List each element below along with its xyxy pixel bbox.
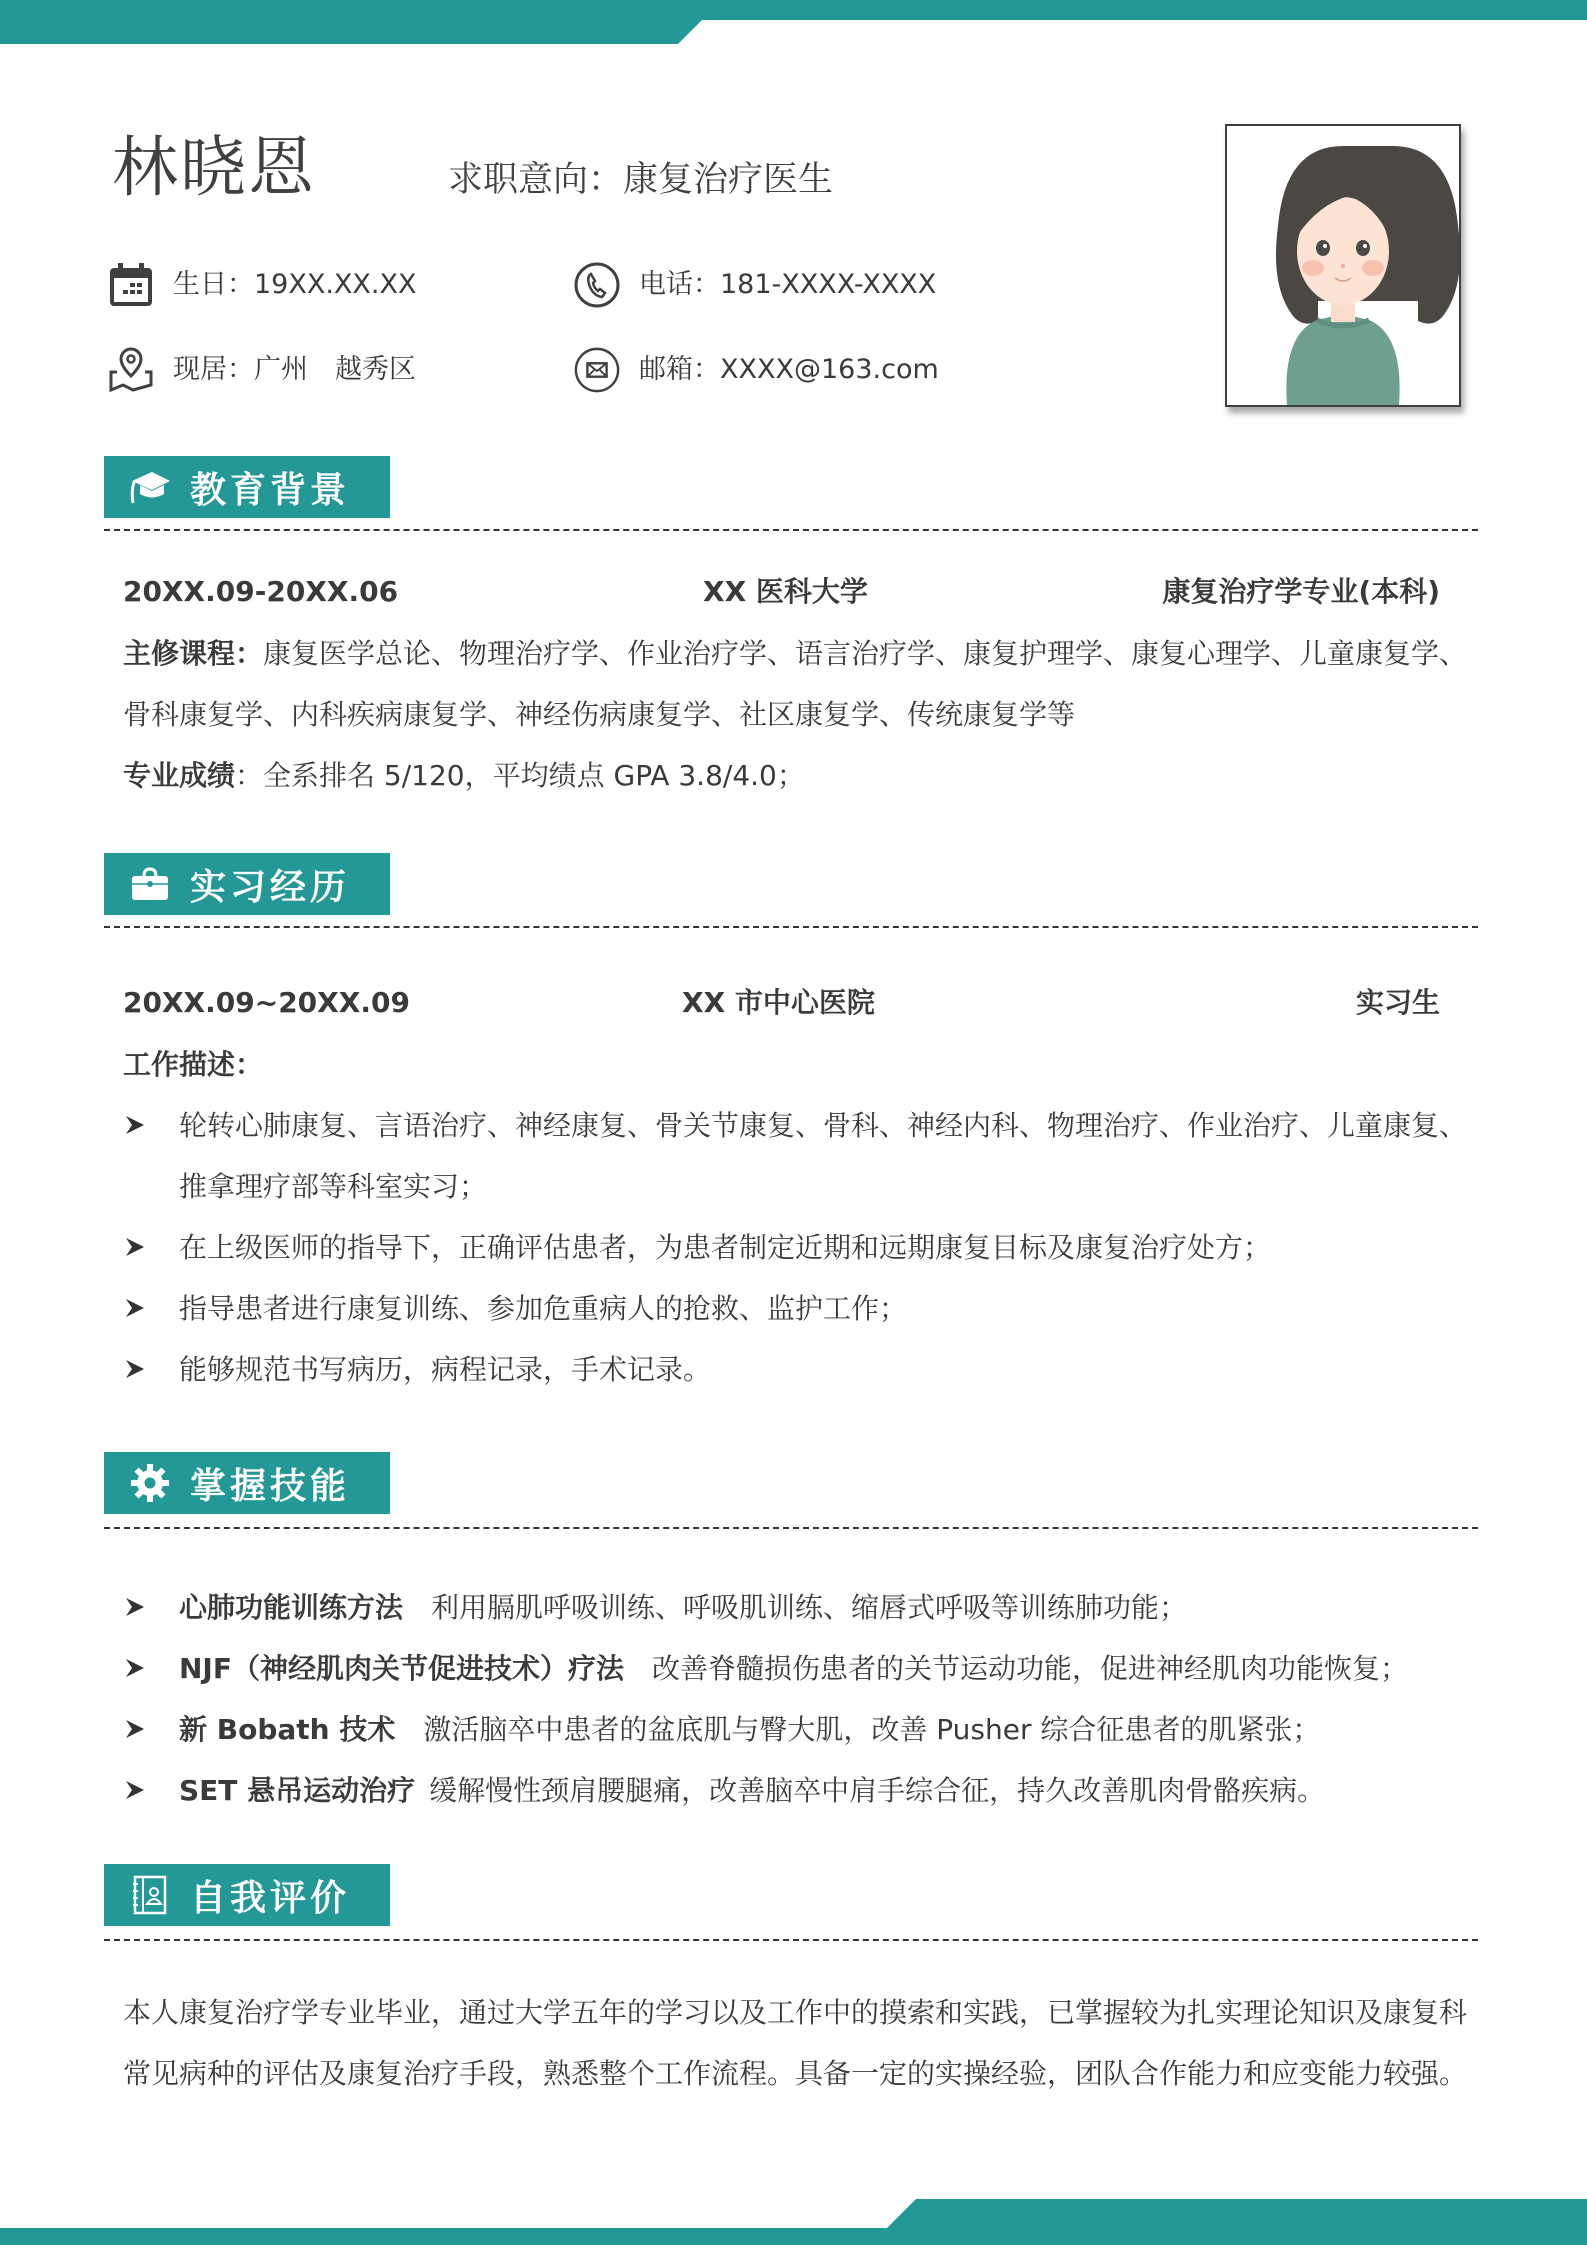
job-intent-value: 康复治疗医生 — [623, 160, 834, 200]
list-item-text: 在上级医师的指导下，正确评估患者，为患者制定近期和远期康复目标及康复治疗处方； — [179, 1231, 1272, 1264]
self-eval-text: 本人康复治疗学专业毕业，通过大学五年的学习以及工作中的摸索和实践，已掌握较为扎实理论知识及康复科常见病种的评估及康复治疗手段，熟悉整个工作流程。具备一定的实操经验，团队合作能力和应变能力较强。 — [123, 1996, 1468, 2090]
courses-text: 康复医学总论、物理治疗学、作业治疗学、语言治疗学、康复护理学、康复心理学、儿童康复学、骨科康复学、内科疾病康复学、神经伤病康复学、社区康复学、传统康复学等 — [123, 637, 1468, 731]
skill-name: SET 悬吊运动治疗 — [179, 1774, 416, 1807]
location-text: 现居：广州 越秀区 — [173, 354, 416, 385]
grades-label: 专业成绩 — [123, 759, 236, 792]
internship-period: 20XX.09~20XX.09 — [123, 986, 410, 1019]
education-major: 康复治疗学专业(本科) — [1162, 575, 1440, 608]
list-item — [123, 1095, 1468, 1217]
section-divider — [104, 1527, 1478, 1529]
contact-location — [107, 346, 416, 394]
section-header-education — [104, 456, 390, 518]
calendar-icon — [107, 261, 155, 309]
internship-summary-row — [123, 983, 1458, 1023]
avatar-illustration — [1227, 126, 1459, 405]
skill-desc: 缓解慢性颈肩腰腿痛，改善脑卒中肩手综合征，持久改善肌肉骨骼疾病。 — [429, 1774, 1326, 1807]
graduation-cap-icon — [128, 465, 172, 509]
skill-desc: 激活脑卒中患者的盆底肌与臀大肌，改善 Pusher 综合征患者的肌紧张； — [423, 1713, 1321, 1746]
top-decor-bar — [0, 0, 1587, 44]
mail-icon — [573, 346, 621, 394]
arrow-bullet-icon — [125, 1658, 145, 1678]
job-intent — [448, 155, 833, 205]
section-title: 教育背景 — [190, 469, 351, 511]
arrow-bullet-icon — [125, 1719, 145, 1739]
internship-role: 实习生 — [1355, 986, 1440, 1019]
skill-name: 心肺功能训练方法 — [179, 1591, 404, 1624]
section-title: 掌握技能 — [190, 1465, 351, 1507]
section-divider — [104, 529, 1478, 531]
skill-item — [123, 1577, 1468, 1638]
list-item — [123, 1278, 1468, 1339]
internship-desc-label — [123, 1034, 1468, 1095]
list-item — [123, 1339, 1468, 1400]
contact-birthday — [107, 261, 417, 309]
location-icon — [107, 346, 155, 394]
list-item — [123, 1217, 1468, 1278]
skills-list — [123, 1577, 1468, 1821]
internship-org: XX 市中心医院 — [682, 986, 875, 1019]
phone-icon — [573, 261, 621, 309]
briefcase-icon — [128, 862, 172, 906]
skill-desc: 改善脊髓损伤患者的关节运动功能，促进神经肌肉功能恢复； — [651, 1652, 1408, 1685]
section-divider — [104, 1939, 1478, 1941]
skill-name: NJF（神经肌肉关节促进技术）疗法 — [179, 1652, 624, 1685]
email-text: 邮箱：XXXX@163.com — [639, 354, 939, 385]
profile-photo — [1225, 124, 1461, 407]
gear-icon — [128, 1461, 172, 1505]
arrow-bullet-icon — [125, 1597, 145, 1617]
desc-label-text: 工作描述： — [123, 1048, 264, 1081]
contact-phone — [573, 261, 936, 309]
skill-item — [123, 1699, 1468, 1760]
skill-name: 新 Bobath 技术 — [179, 1713, 396, 1746]
phone-text: 电话：181-XXXX-XXXX — [639, 269, 937, 300]
arrow-bullet-icon — [125, 1115, 145, 1135]
arrow-bullet-icon — [125, 1359, 145, 1379]
section-header-skills — [104, 1452, 390, 1514]
education-summary-row — [123, 572, 1458, 612]
arrow-bullet-icon — [125, 1237, 145, 1257]
arrow-bullet-icon — [125, 1780, 145, 1800]
bottom-decor-bar — [0, 2199, 1587, 2245]
list-item-text: 指导患者进行康复训练、参加危重病人的抢救、监护工作； — [179, 1292, 908, 1325]
arrow-bullet-icon — [125, 1298, 145, 1318]
birthday-text: 生日：19XX.XX.XX — [173, 269, 417, 300]
contact-email — [573, 346, 939, 394]
section-header-internship — [104, 853, 390, 915]
section-title: 实习经历 — [190, 866, 351, 908]
section-divider — [104, 926, 1478, 928]
skill-desc: 利用膈肌呼吸训练、呼吸肌训练、缩唇式呼吸等训练肺功能； — [431, 1591, 1188, 1624]
job-intent-label: 求职意向： — [448, 160, 624, 200]
skill-item — [123, 1638, 1468, 1699]
list-item-text: 轮转心肺康复、言语治疗、神经康复、骨关节康复、骨科、神经内科、物理治疗、作业治疗、儿童康复、推拿理疗部等科室实习； — [179, 1109, 1468, 1203]
contact-book-icon — [128, 1873, 172, 1917]
section-title: 自我评价 — [190, 1877, 351, 1919]
education-grades — [123, 745, 1468, 806]
internship-duty-list — [123, 1095, 1468, 1400]
skill-item — [123, 1760, 1468, 1821]
education-period: 20XX.09-20XX.06 — [123, 575, 399, 608]
section-header-self-eval — [104, 1864, 390, 1926]
candidate-name: 林晓恩 — [112, 129, 316, 206]
education-courses — [123, 623, 1468, 745]
courses-label: 主修课程： — [123, 637, 264, 670]
education-school: XX 医科大学 — [703, 575, 868, 608]
list-item-text: 能够规范书写病历，病程记录，手术记录。 — [179, 1353, 712, 1386]
grades-text: ：全系排名 5/120，平均绩点 GPA 3.8/4.0； — [235, 759, 805, 792]
